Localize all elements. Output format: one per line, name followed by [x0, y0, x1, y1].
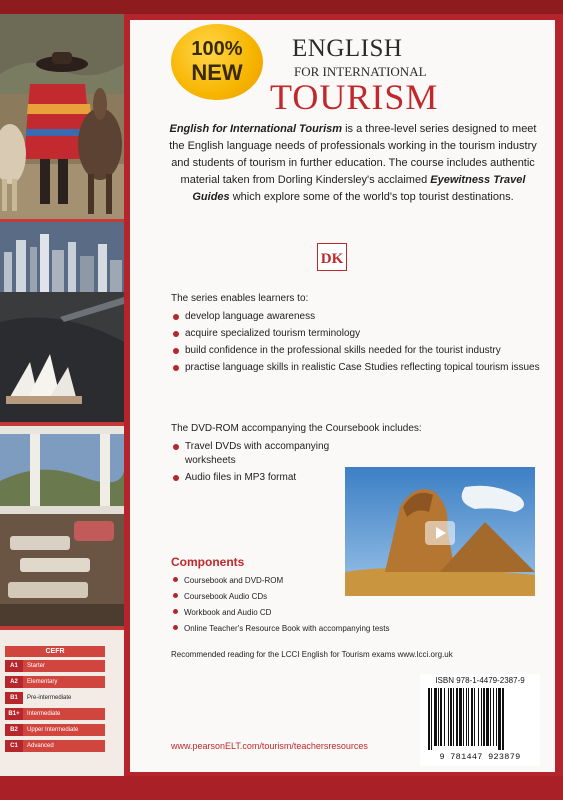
barcode-bar — [463, 688, 464, 746]
isbn-number: ISBN 978-1-4479-2387-9 — [435, 676, 525, 685]
play-icon — [436, 527, 446, 539]
components-title: Components — [171, 555, 245, 569]
barcode-bar — [434, 688, 437, 746]
list-item — [171, 327, 541, 341]
list-item — [171, 623, 471, 634]
intro-text-1: is a three-level series designed to meet the English language needs of professionals working in the tourism industry and students of tourism in further education. The course includes authentic material taken from Dorling Kindersley's acclaimed — [169, 123, 537, 186]
bullet-icon — [173, 625, 178, 630]
barcode-bar — [444, 688, 445, 746]
website-link[interactable]: www.pearsonELT.com/tourism/teachersresources — [171, 741, 368, 751]
list-item-text: Coursebook Audio CDs — [184, 592, 268, 601]
cefr-row — [5, 708, 105, 720]
list-item — [171, 471, 341, 485]
barcode-bar — [471, 688, 473, 746]
badge-percent: 100% — [191, 38, 243, 60]
barcode-bar — [466, 688, 467, 746]
barcode-bar — [438, 688, 439, 746]
barcode-bar — [483, 688, 485, 746]
cefr-code: A1 — [5, 660, 23, 672]
photo-veranda — [0, 426, 124, 626]
intro-series-name: English for International Tourism — [169, 123, 343, 135]
bullet-icon — [173, 314, 179, 320]
list-item — [171, 591, 471, 602]
cover-frame-top — [0, 0, 563, 14]
cefr-row — [5, 724, 105, 736]
barcode-bar — [450, 688, 452, 746]
list-item-text: Online Teacher's Resource Book with accompanying tests — [184, 624, 390, 633]
series-list — [171, 310, 541, 378]
cefr-code: B1 — [5, 692, 23, 704]
cefr-panel — [0, 630, 124, 776]
cefr-heading: CEFR — [5, 646, 105, 657]
barcode-bar — [453, 688, 454, 746]
cefr-row — [5, 740, 105, 752]
dk-logo — [317, 243, 347, 271]
cefr-level: Starter — [23, 660, 105, 672]
title-english: ENGLISH — [292, 35, 403, 62]
barcode-bar — [496, 688, 497, 746]
bullet-icon — [173, 348, 179, 354]
barcode-bar — [498, 688, 501, 750]
cefr-code: B1+ — [5, 708, 23, 720]
barcode-bar — [486, 688, 489, 746]
intro-text-2: which explore some of the world's top tourist destinations. — [229, 191, 514, 203]
badge-new: NEW — [191, 60, 243, 85]
barcode-bars — [428, 688, 532, 750]
new-edition-badge — [171, 24, 263, 100]
dvd-list — [171, 440, 341, 488]
barcode-bar — [478, 688, 479, 746]
list-item — [171, 607, 471, 618]
cefr-row — [5, 676, 105, 688]
barcode-bar — [428, 688, 430, 750]
bullet-icon — [173, 365, 179, 371]
barcode-bar — [468, 688, 469, 746]
cefr-level: Pre-intermediate — [23, 692, 105, 704]
bullet-icon — [173, 475, 179, 481]
list-item — [171, 310, 541, 324]
barcode-bar — [459, 688, 462, 746]
list-item-text: Audio files in MP3 format — [185, 472, 297, 483]
series-lead: The series enables learners to: — [171, 293, 309, 304]
cefr-level: Elementary — [23, 676, 105, 688]
barcode-bar — [456, 688, 458, 746]
barcode-bar — [502, 688, 504, 750]
barcode-bar — [493, 688, 494, 746]
cefr-code: A2 — [5, 676, 23, 688]
cefr-level: Intermediate — [23, 708, 105, 720]
barcode-bar — [431, 688, 432, 750]
barcode-bar — [490, 688, 491, 746]
recommended-reading: Recommended reading for the LCCI English for Tourism exams www.lcci.org.uk — [171, 650, 453, 659]
cefr-code: B2 — [5, 724, 23, 736]
bullet-icon — [173, 331, 179, 337]
dvd-lead: The DVD-ROM accompanying the Coursebook includes: — [171, 423, 422, 434]
title-tourism: TOURISM — [270, 77, 439, 117]
intro-paragraph — [168, 121, 538, 206]
cefr-level: Upper Intermediate — [23, 724, 105, 736]
list-item-text: practise language skills in realistic Case Studies reflecting topical tourism issues — [185, 362, 540, 373]
list-item-text: acquire specialized tourism terminology — [185, 328, 361, 339]
list-item — [171, 440, 341, 468]
components-list — [171, 575, 471, 639]
bullet-icon — [173, 577, 178, 582]
bullet-icon — [173, 444, 179, 450]
barcode-bar — [448, 688, 449, 746]
photo-sydney — [0, 222, 124, 422]
bullet-icon — [173, 593, 178, 598]
cefr-row — [5, 660, 105, 672]
list-item — [171, 344, 541, 358]
intro-guides-name: Eyewitness Travel Guides — [192, 174, 526, 203]
cefr-level: Advanced — [23, 740, 105, 752]
barcode-bar — [474, 688, 475, 746]
list-item — [171, 361, 541, 375]
title-for-international: FOR INTERNATIONAL — [294, 64, 427, 79]
barcode — [420, 674, 540, 766]
photo-llamas — [0, 14, 124, 219]
dk-logo-text: DK — [320, 251, 344, 267]
barcode-bar — [481, 688, 482, 746]
list-item-text: Workbook and Audio CD — [184, 608, 272, 617]
list-item-text: develop language awareness — [185, 311, 316, 322]
barcode-number: 9 781447 923879 — [439, 752, 521, 762]
bullet-icon — [173, 609, 178, 614]
cefr-code: C1 — [5, 740, 23, 752]
barcode-bar — [440, 688, 442, 746]
cefr-row — [5, 692, 105, 704]
list-item-text: Travel DVDs with accompanying worksheets — [185, 441, 330, 466]
play-button[interactable] — [425, 521, 455, 545]
list-item — [171, 575, 471, 586]
list-item-text: build confidence in the professional skills needed for the tourist industry — [185, 345, 501, 356]
cover-frame-bottom — [0, 776, 563, 800]
list-item-text: Coursebook and DVD-ROM — [184, 576, 284, 585]
